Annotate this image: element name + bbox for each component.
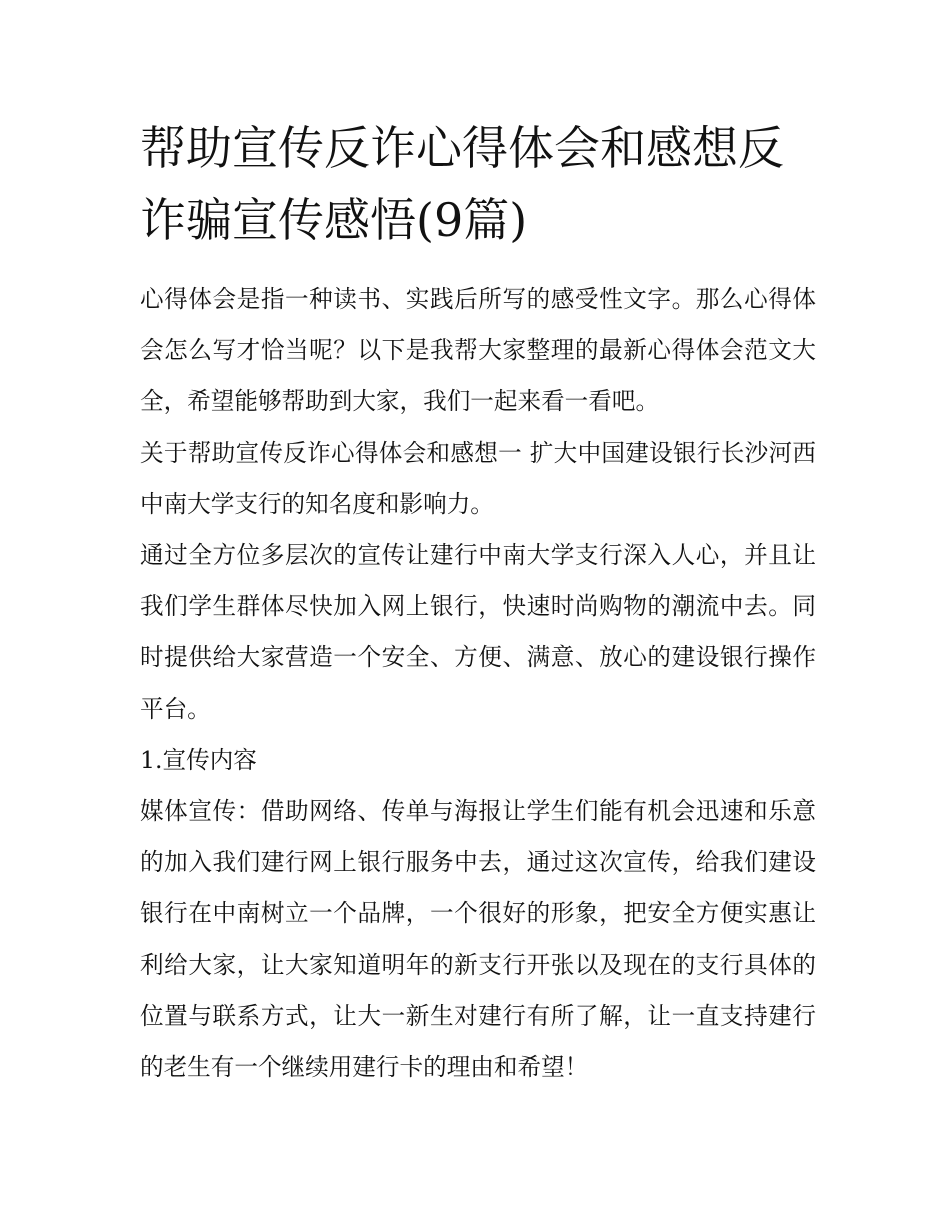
paragraph-heading-content: 1.宣传内容 <box>140 745 257 774</box>
paragraph-section-one: 关于帮助宣传反诈心得体会和感想一 扩大中国建设银行长沙河西中南大学支行的知名度和影响力。 <box>140 438 816 518</box>
paragraph-media-promotion: 媒体宣传：借助网络、传单与海报让学生们能有机会迅速和乐意的加入我们建行网上银行服务中去，通过这次宣传，给我们建设银行在中南树立一个品牌，一个很好的形象，把安全方便实惠让利给大家，让大家知道明年的新支行开张以及现在的支行具体的位置与联系方式，让大一新生对建行有所了解，让一直支持建行的老生有一个继续用建行卡的理由和希望！ <box>140 797 816 1082</box>
document-title: 帮助宣传反诈心得体会和感想反诈骗宣传感悟(9篇) <box>140 121 784 247</box>
paragraph-intro: 心得体会是指一种读书、实践后所写的感受性文字。那么心得体会怎么写才恰当呢？以下是我帮大家整理的最新心得体会范文大全，希望能够帮助到大家，我们一起来看一看吧。 <box>140 285 816 416</box>
document-body <box>140 274 816 1093</box>
paragraph-promotion-goal: 通过全方位多层次的宣传让建行中南大学支行深入人心，并且让我们学生群体尽快加入网上银行，快速时尚购物的潮流中去。同时提供给大家营造一个安全、方便、满意、放心的建设银行操作平台。 <box>140 541 816 723</box>
